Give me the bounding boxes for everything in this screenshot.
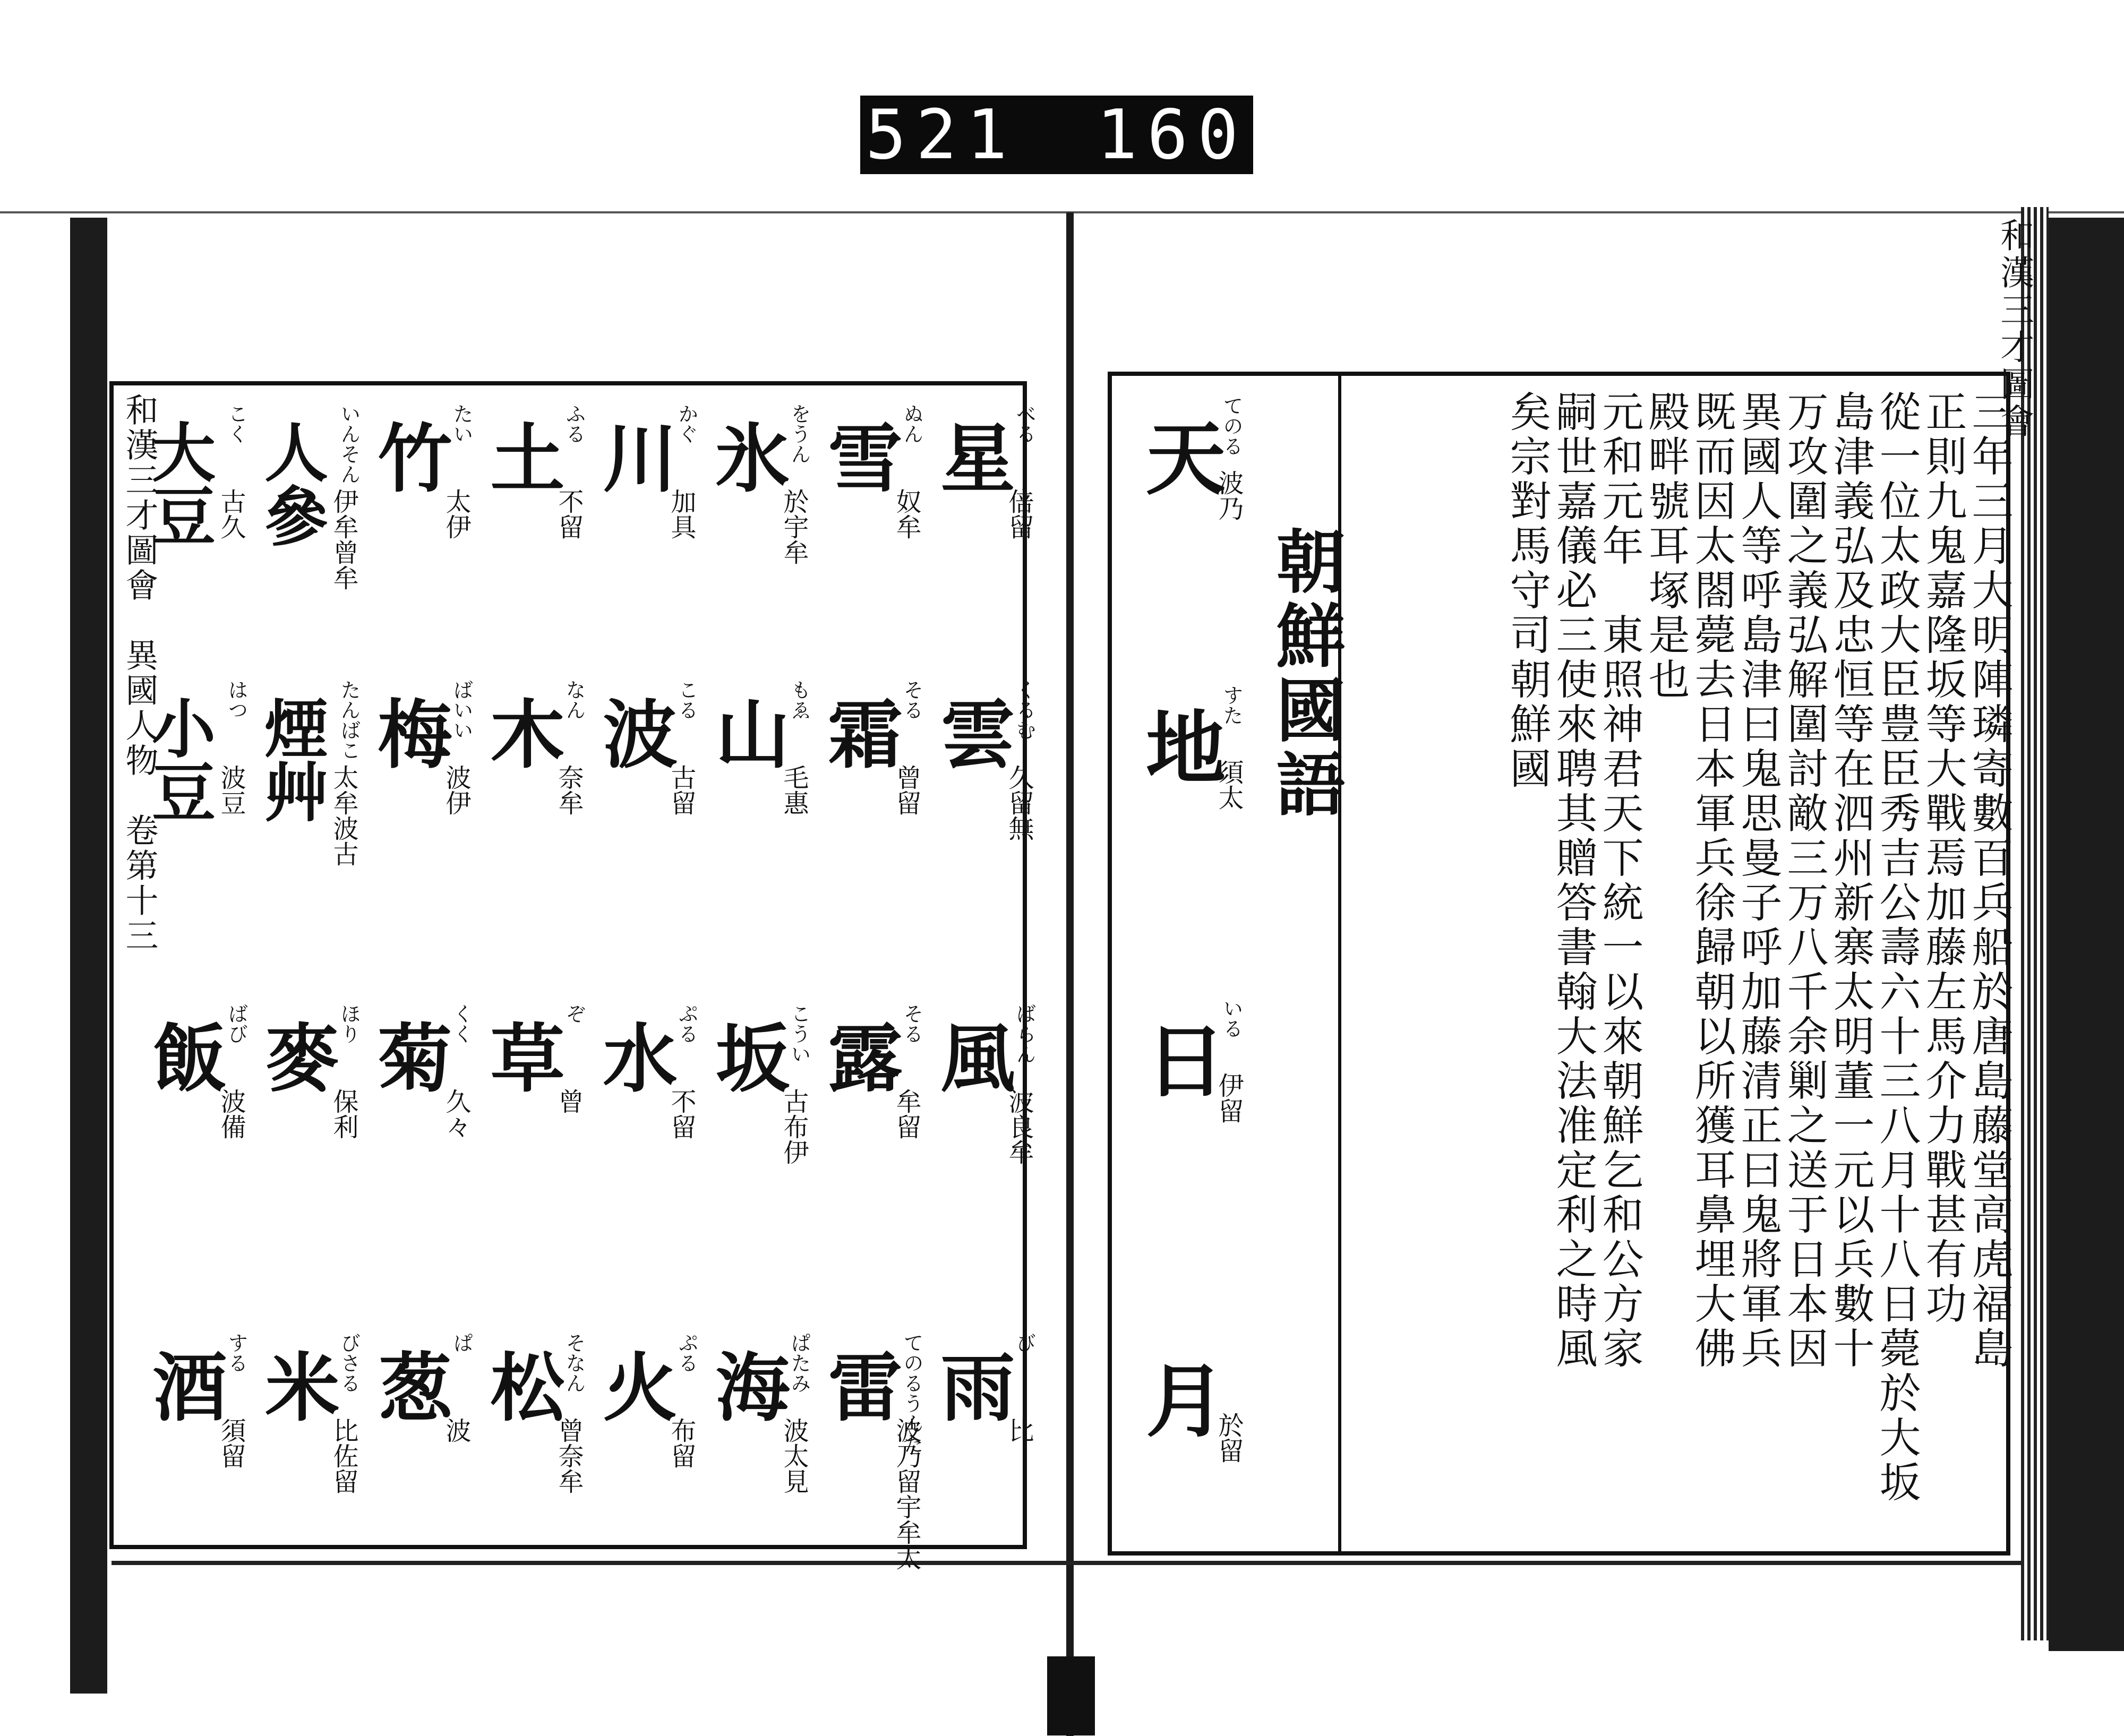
vocab-reading: 毛惠 [779,764,809,815]
vocab-reading: 波 [441,1417,471,1443]
vocab-character: 雷 [816,1348,903,1423]
vocab-character: 水 [590,1019,678,1094]
vocab-character: 火 [590,1348,678,1423]
right-header-text: 和漢三才圖會 [1994,218,2034,441]
vocab-furigana: ばらん [1013,1003,1036,1064]
prose-line: 正則九鬼嘉隆坂等大戰焉加藤左馬介力戰甚有功 [1919,390,1967,1327]
vocab-furigana: ぷる [675,1333,698,1373]
vocab-character: 雪 [816,419,903,494]
vocab-furigana: くるむ [1013,680,1036,740]
vocab-reading: 伊留 [1214,1072,1244,1123]
vocab-reading: 奴牟 [892,488,921,539]
vocab-reading: 古留 [666,764,696,815]
book-edge-left [70,218,107,1694]
vocab-furigana: こうい [787,1003,811,1064]
vocab-character: 露 [816,1019,903,1094]
vocab-reading: 波良牟 [1004,1088,1034,1165]
vocab-reading: 牟留 [892,1088,921,1139]
vocab-furigana: ぱたみ [787,1333,811,1393]
vocab-furigana: ほり [337,1003,361,1044]
vocab-reading: 古布伊 [779,1088,809,1165]
vocab-character: 星 [928,419,1015,494]
vocab-furigana: こる [675,680,698,720]
vocab-furigana: かぐ [675,403,698,444]
vocab-furigana: ぞ [562,1003,586,1024]
vocab-character: 竹 [365,419,452,494]
catalog-number-secondary: 160 [1097,95,1248,175]
vocab-character: 川 [590,419,678,494]
vocab-furigana: いる [1220,998,1243,1038]
vocab-reading: 奈牟 [554,764,584,815]
vocab-furigana: はつ [225,680,248,720]
vocab-reading: 比佐留 [329,1417,358,1494]
vocab-character: 葱 [365,1348,452,1423]
vocab-reading: 須留 [216,1417,246,1468]
vocab-reading: 布留 [666,1417,696,1468]
prose-line: 異國人等呼島津曰鬼思曼子呼加藤清正曰鬼將軍兵 [1734,390,1782,1371]
prose-line: 殿畔號耳塚是也 [1641,390,1690,702]
vocab-character: 酒 [140,1348,227,1423]
vocab-reading: 波伊 [441,764,471,815]
vocab-furigana: び [1013,1333,1036,1353]
vocab-reading: 波備 [216,1088,246,1139]
vocab-character: 麥 [253,1019,340,1094]
catalog-number-primary: 521 [865,95,1017,175]
vocab-furigana: たんばこ [337,680,361,760]
vocab-furigana: すた [1220,685,1243,725]
vocab-reading: 波乃留宇牟太 [892,1417,921,1570]
vocab-character: 菊 [365,1019,452,1094]
vocab-furigana: ぷる [675,1003,698,1044]
prose-line: 矣宗對馬守司朝鮮國 [1503,390,1551,792]
vocab-character: 月 [1132,1359,1226,1439]
vocab-furigana: なん [562,680,586,720]
vocab-reading: 於留 [1214,1412,1244,1463]
vocab-character: 地 [1132,706,1226,786]
vocab-reading: 不留 [666,1088,696,1139]
vocab-reading: 波豆 [216,764,246,815]
vocab-reading: 久留無 [1004,764,1034,841]
vocab-character: 大豆 [141,419,216,547]
vocab-reading: 太牟波古 [329,764,358,866]
vocab-furigana: びさる [337,1333,361,1393]
vocab-reading: 須太 [1214,759,1244,810]
vocab-character: 人參 [254,419,329,547]
vocab-character: 飯 [140,1019,227,1094]
vocab-furigana: ふる [562,403,586,444]
vocab-furigana: こく [225,403,248,444]
vocab-character: 雨 [928,1348,1015,1423]
prose-line: 万攻圍之義弘解圍討敵三万八千余剿之送于日本因 [1780,390,1828,1371]
vocab-furigana: する [225,1333,248,1373]
prose-line: 嗣世嘉儀必三使來聘其贈答書翰大法准定利之時風 [1549,390,1597,1371]
vocab-character: 霜 [816,695,903,770]
scan-top-edge [0,211,2124,213]
catalog-number-tag [860,96,1253,174]
vocab-reading: 倍留 [1004,488,1034,539]
vocab-character: 松 [478,1348,565,1423]
prose-line: 既而因太閤薨去日本軍兵徐歸朝以所獲耳鼻埋大佛 [1688,390,1736,1371]
vocab-character: 天 [1132,417,1226,496]
vocab-reading: 加具 [666,488,696,539]
vocab-character: 氷 [703,419,790,494]
vocab-character: 日 [1132,1019,1226,1099]
vocab-reading: 古久 [216,488,246,539]
prose-line: 從一位太政大臣豊臣秀吉公壽六十三八月十八日薨於大坂 [1872,390,1921,1505]
vocab-character: 土 [478,419,565,494]
vocab-character: 山 [703,695,790,770]
vocab-reading: 於宇牟 [779,488,809,565]
vocab-character: 小豆 [141,695,216,823]
vocab-reading: 伊牟曾牟 [329,488,358,590]
vocab-furigana: そなん [562,1333,586,1393]
book-edge-right [2049,218,2124,1651]
vocab-furigana: ばび [225,1003,248,1044]
vocab-reading: 久々 [441,1088,471,1139]
vocab-character: 坂 [703,1019,790,1094]
vocab-furigana: そる [900,680,923,720]
vocab-character: 風 [928,1019,1015,1094]
vocab-reading: 波乃 [1214,470,1244,521]
vocab-reading: 比 [1004,1417,1034,1443]
prose-line: 元和元年 東照神君天下統一以來朝鮮乞和公方家 [1595,390,1643,1371]
vocab-character: 雲 [928,695,1015,770]
vocab-furigana: てのるうんた [900,1333,923,1454]
vocab-character: 梅 [365,695,452,770]
book-gutter [1066,212,1074,1736]
vocab-furigana: もゑ [787,680,811,720]
vocab-character: 波 [590,695,678,770]
vocab-furigana: たい [450,403,473,444]
vocab-furigana: てのる [1220,396,1243,456]
vocab-character: 煙艸 [254,695,329,823]
vocab-furigana: をうん [787,403,811,464]
gutter-shadow [1047,1656,1095,1735]
vocab-furigana: ばいい [450,680,473,740]
vocab-reading: 保利 [329,1088,358,1139]
vocab-reading: 波太見 [779,1417,809,1494]
vocab-furigana: くく [450,1003,473,1044]
vocab-reading: 曾留 [892,764,921,815]
vocab-furigana: ぬん [900,403,923,444]
vocab-furigana: いんそん [337,403,361,484]
section-title: 朝鮮國語 [1265,526,1346,823]
vocab-reading: 不留 [554,488,584,539]
vocab-character: 草 [478,1019,565,1094]
prose-line: 島津義弘及忠恒等在泗州新寨太明董一元以兵數十 [1826,390,1874,1371]
vocab-reading: 曾奈牟 [554,1417,584,1494]
vocab-character: 木 [478,695,565,770]
vocab-furigana: べる [1013,403,1036,444]
vocab-character: 米 [253,1348,340,1423]
vocab-furigana: ぱ [450,1333,473,1353]
page-bottom-edge [112,1561,2023,1565]
prose-line: 三年三月大明陣璘寄數百兵船於唐島藤堂高虎福島 [1965,390,2013,1371]
vocab-character: 海 [703,1348,790,1423]
left-margin-title: 和漢三才圖會 異國人物 卷第十三 [120,393,159,953]
vocab-reading: 曾 [554,1088,584,1114]
vocab-furigana: そる [900,1003,923,1044]
vocab-reading: 太伊 [441,488,471,539]
